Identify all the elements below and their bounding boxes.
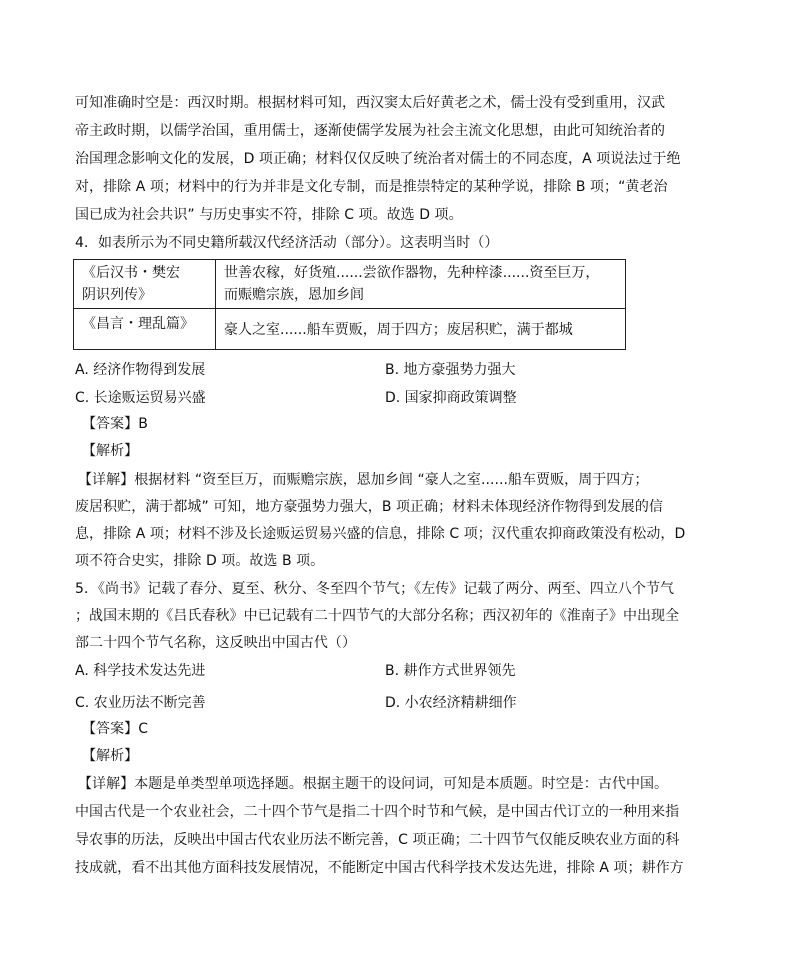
- q4-source-table: [73, 259, 626, 350]
- source-line: 《昌言・理乱篇》: [82, 316, 194, 332]
- q5-answer: 【答案】C: [82, 721, 149, 737]
- q4-detail-line: 【详解】根据材料 “资至巨万，而赈赡宗族，恩加乡闾 “豪人之室......船车贾贩，周于四方；: [78, 472, 649, 488]
- source-line: 阴识列传》: [82, 287, 152, 303]
- table-cell-source: [74, 309, 216, 350]
- q4-option-b: B. 地方豪强势力强大: [385, 362, 516, 378]
- q5-stem-line: ；战国末期的《吕氏春秋》中已记载有二十四节气的大部分名称；西汉初年的《淮南子》中出现全: [75, 608, 680, 624]
- q5-detail-line: 中国古代是一个农业社会，二十四个节气是指二十四个时节和气候，是中国古代订立的一种用来指: [75, 804, 680, 820]
- q4-detail-line: 项不符合史实，排除 D 项。故选 B 项。: [75, 553, 325, 569]
- q5-option-d: D. 小农经济精耕细作: [385, 695, 517, 711]
- prev-explanation-line: 国已成为社会共识” 与历史事实不符，排除 C 项。故选 D 项。: [75, 207, 463, 223]
- table-cell-content: [216, 309, 626, 350]
- q5-detail-line: 导农事的历法，反映出中国古代农业历法不断完善，C 项正确；二十四节气仅能反映农业方面的科: [75, 832, 680, 848]
- q4-detail-line: 息，排除 A 项；材料不涉及长途贩运贸易兴盛的信息，排除 C 项；汉代重农抑商政策没有松动，D: [75, 526, 686, 542]
- table-row: [74, 309, 626, 350]
- q4-option-c: C. 长途贩运贸易兴盛: [75, 390, 206, 406]
- q5-option-b: B. 耕作方式世界领先: [385, 663, 516, 679]
- q5-stem-line: 部二十四个节气名称，这反映出中国古代（）: [75, 635, 356, 651]
- prev-explanation-line: 对，排除 A 项；材料中的行为并非是文化专制，而是推崇特定的某种学说，排除 B 项；“黄老治: [75, 179, 668, 195]
- source-line: 《后汉书・樊宏: [82, 265, 180, 281]
- table-cell-source: [74, 260, 216, 309]
- q5-detail-line: 技成就，看不出其他方面科技发展情况，不能断定中国古代科学技术发达先进，排除 A 项；耕作方: [75, 860, 684, 876]
- q5-stem-line: 5．《尚书》记载了春分、夏至、秋分、冬至四个节气；《左传》记载了两分、两至、四立八个节气: [75, 581, 675, 597]
- q4-answer: 【答案】B: [82, 416, 148, 432]
- q4-option-d: D. 国家抑商政策调整: [385, 390, 517, 406]
- q4-detail-line: 废居积贮，满于都城” 可知，地方豪强势力强大，B 项正确；材料未体现经济作物得到发展的信: [75, 499, 663, 515]
- prev-explanation-line: 帝主政时期，以儒学治国，重用儒士，逐渐使儒学发展为社会主流文化思想，由此可知统治者的: [75, 123, 666, 139]
- prev-explanation-line: 可知准确时空是：西汉时期。根据材料可知，西汉窦太后好黄老之术，儒士没有受到重用，汉武: [75, 95, 666, 111]
- content-line: 世善农稼，好货殖......尝欲作器物，先种梓漆......资至巨万，: [224, 265, 600, 281]
- q5-analysis-label: 【解析】: [82, 748, 139, 764]
- content-line: 豪人之室......船车贾贩，周于四方；废居积贮，满于都城: [224, 322, 573, 338]
- table-cell-content: [216, 260, 626, 309]
- table-row: [74, 260, 626, 309]
- q4-analysis-label: 【解析】: [82, 443, 139, 459]
- q4-option-a: A. 经济作物得到发展: [75, 362, 206, 378]
- q5-option-c: C. 农业历法不断完善: [75, 695, 206, 711]
- content-line: 而赈赡宗族，恩加乡闾: [224, 287, 364, 303]
- q5-detail-line: 【详解】本题是单类型单项选择题。根据主题干的设问词，可知是本质题。时空是：古代中国。: [78, 776, 669, 792]
- prev-explanation-line: 治国理念影响文化的发展，D 项正确；材料仅仅反映了统治者对儒士的不同态度，A 项说法过于绝: [75, 151, 681, 167]
- q5-option-a: A. 科学技术发达先进: [75, 663, 206, 679]
- q4-stem: 4．如表所示为不同史籍所载汉代经济活动（部分）。这表明当时（）: [75, 235, 499, 251]
